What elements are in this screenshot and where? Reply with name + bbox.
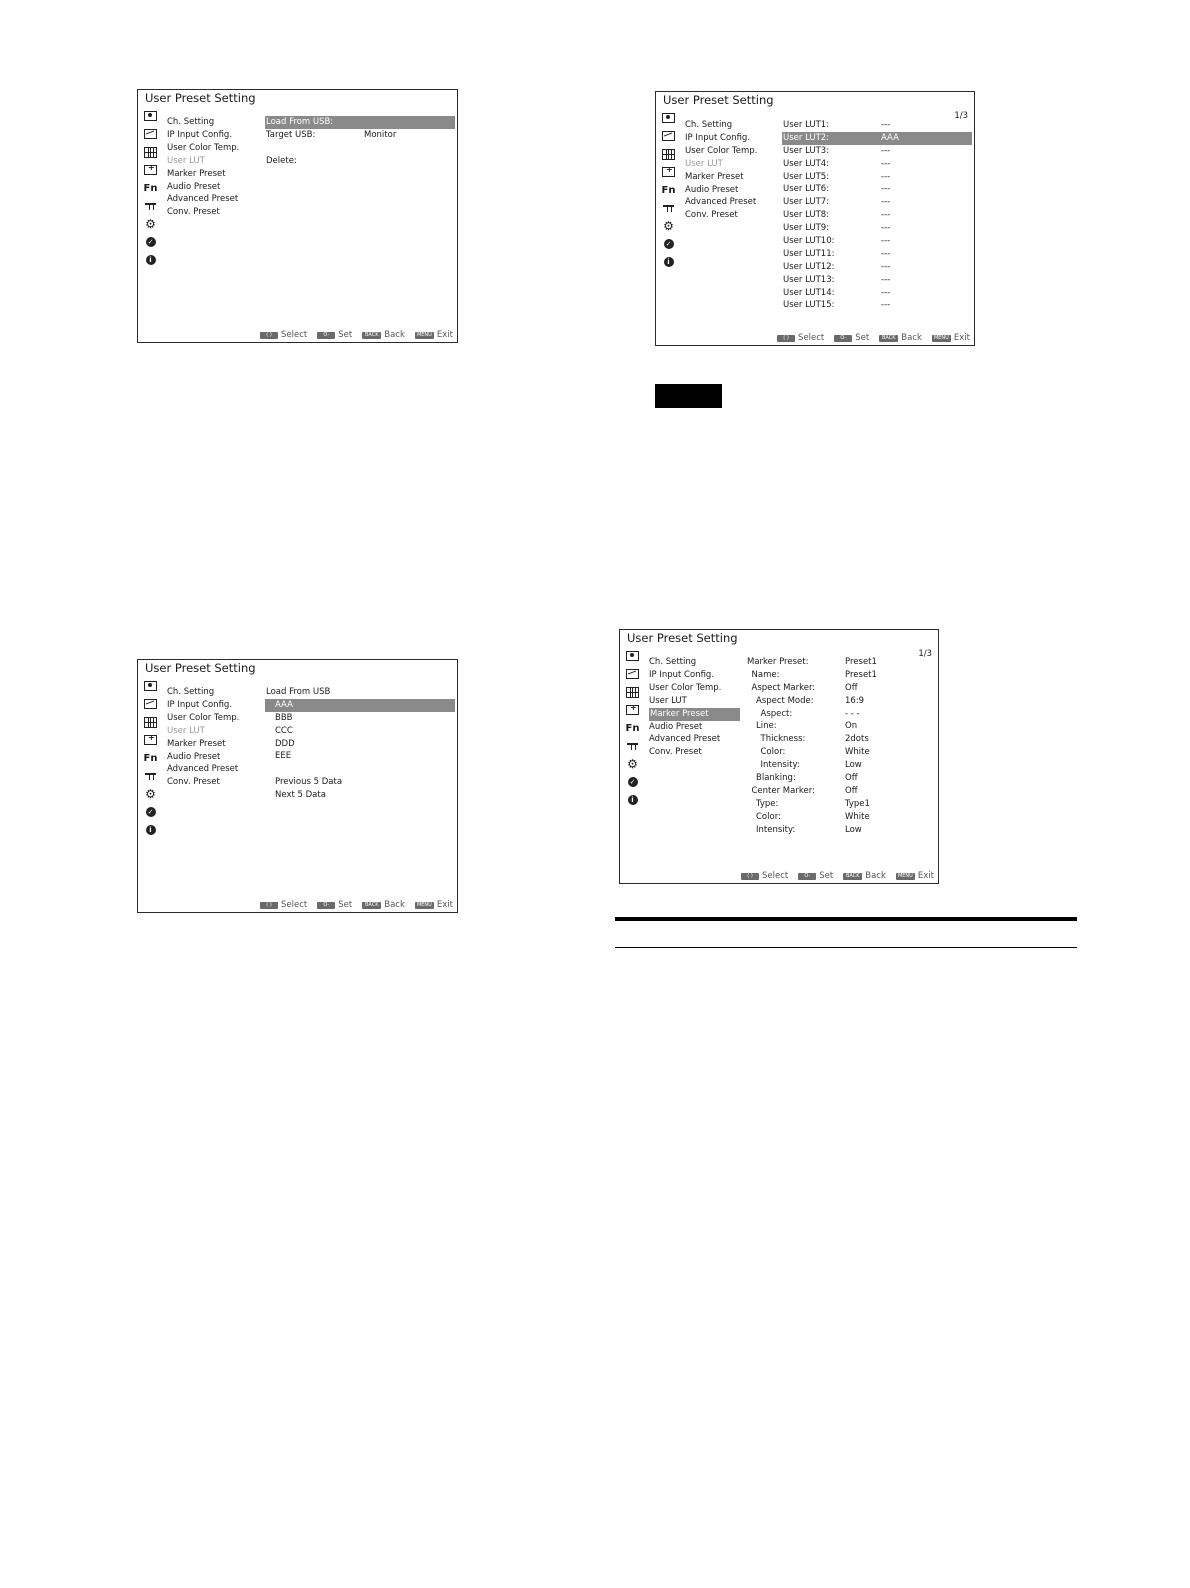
user-lut-row[interactable]	[782, 158, 972, 171]
button-guide	[777, 333, 970, 343]
setting-row-load-from-usb[interactable]: Load From USB:	[265, 116, 455, 129]
marker-setting-value: - - -	[845, 708, 860, 719]
user-lut-label: User LUT11:	[783, 248, 835, 259]
menu-item-ip-input-config[interactable]: IP Input Config.	[685, 132, 751, 143]
marker-setting-value: Off	[845, 785, 858, 796]
user-lut-value: ---	[881, 210, 891, 221]
marker-setting-value: White	[845, 747, 870, 758]
marker-setting-label: Color:	[760, 747, 786, 758]
file-list-panel	[265, 686, 455, 802]
marker-setting-value: Off	[845, 682, 858, 693]
main-menu	[685, 119, 757, 222]
set-key-icon: O-	[798, 873, 816, 880]
marker-setting-value: White	[845, 811, 870, 822]
file-item-bbb[interactable]: BBB	[275, 712, 293, 723]
menu-item-audio-preset[interactable]: Audio Preset	[649, 721, 703, 732]
user-lut-list	[782, 119, 972, 312]
info-icon: i	[662, 256, 675, 268]
user-lut-value: ---	[881, 184, 891, 195]
picture-icon	[662, 130, 675, 142]
user-lut-label: User LUT8:	[783, 210, 830, 221]
user-lut-value: ---	[881, 223, 891, 234]
marker-setting-label: Intensity:	[760, 760, 800, 771]
menu-item-audio-preset[interactable]: Audio Preset	[167, 751, 221, 762]
screen-user-lut	[655, 91, 975, 346]
menu-item-ch-setting[interactable]: Ch. Setting	[649, 657, 697, 667]
user-lut-label: User LUT12:	[783, 261, 835, 272]
user-lut-row[interactable]	[782, 171, 972, 184]
info-icon: i	[144, 254, 157, 266]
menu-item-marker-preset[interactable]: Marker Preset	[167, 738, 226, 749]
marker-setting-row[interactable]	[746, 824, 936, 837]
back-key-icon: BACK	[362, 332, 381, 339]
select-dial-icon: ( )	[741, 873, 759, 880]
set-hint: O- Set	[317, 330, 352, 340]
set-hint: O- Set	[834, 333, 869, 343]
user-lut-value: AAA	[881, 132, 899, 143]
marker-setting-label: Intensity:	[756, 824, 796, 835]
marker-setting-value: Low	[845, 824, 862, 835]
exit-hint: MENU Exit	[932, 333, 970, 343]
marker-setting-label: Line:	[756, 721, 777, 732]
multi-screen-icon	[144, 146, 157, 158]
marker-setting-row[interactable]	[746, 733, 936, 746]
wrench-icon: ✓	[662, 238, 675, 250]
multi-screen-icon	[626, 686, 639, 698]
multi-screen-icon	[144, 716, 157, 728]
input-icon	[626, 704, 639, 716]
file-item-ccc[interactable]: CCC	[275, 725, 293, 736]
user-lut-row[interactable]	[782, 274, 972, 287]
marker-setting-row[interactable]	[746, 772, 936, 785]
info-icon: i	[626, 794, 639, 806]
menu-item-user-color-temp[interactable]: User Color Temp.	[685, 145, 758, 156]
select-dial-icon: ( )	[777, 335, 795, 342]
portrait-icon	[662, 112, 675, 124]
user-lut-value: ---	[881, 197, 891, 208]
user-lut-label: User LUT13:	[783, 274, 835, 285]
user-lut-value: ---	[881, 274, 891, 285]
settings-panel	[265, 116, 455, 168]
menu-item-user-color-temp[interactable]: User Color Temp.	[649, 682, 722, 693]
marker-setting-row[interactable]	[746, 656, 936, 669]
menu-item-advanced-preset[interactable]: Advanced Preset	[167, 764, 239, 775]
user-lut-row[interactable]	[782, 119, 972, 132]
user-lut-value: ---	[881, 120, 891, 130]
marker-setting-label: Color:	[756, 811, 781, 822]
file-item-ddd[interactable]: DDD	[275, 738, 295, 749]
menu-item-audio-preset[interactable]: Audio Preset	[685, 184, 739, 195]
page-indicator: 1/3	[918, 649, 932, 659]
screen-title: User Preset Setting	[663, 93, 774, 107]
user-lut-row[interactable]	[782, 183, 972, 196]
select-hint: ( ) Select	[260, 900, 307, 910]
menu-key-icon: MENU	[415, 332, 434, 339]
menu-item-conv-preset[interactable]: Conv. Preset	[649, 747, 702, 758]
exit-hint: MENU Exit	[415, 330, 453, 340]
button-guide	[260, 330, 453, 340]
marker-setting-row[interactable]	[746, 695, 936, 708]
back-key-icon: BACK	[362, 902, 381, 909]
user-lut-label: User LUT6:	[783, 184, 830, 195]
function-icon: Fn	[143, 182, 158, 194]
stand-icon	[144, 770, 157, 782]
file-item-aaa[interactable]: AAA	[265, 699, 455, 712]
menu-item-ch-setting[interactable]: Ch. Setting	[167, 687, 215, 697]
back-hint: BACK Back	[843, 871, 886, 881]
set-hint: O- Set	[798, 871, 833, 881]
user-lut-label: User LUT4:	[783, 158, 830, 169]
wrench-icon: ✓	[144, 236, 157, 248]
marker-setting-row[interactable]	[746, 746, 936, 759]
file-item-eee[interactable]: EEE	[275, 751, 292, 762]
set-hint: O- Set	[317, 900, 352, 910]
marker-setting-row[interactable]	[746, 811, 936, 824]
portrait-icon	[144, 680, 157, 692]
marker-preset-settings	[746, 656, 936, 836]
marker-setting-value: Off	[845, 773, 858, 784]
main-menu	[167, 116, 239, 219]
wrench-icon: ✓	[626, 776, 639, 788]
user-lut-label: User LUT2:	[783, 132, 830, 143]
menu-item-marker-preset[interactable]: Marker Preset	[649, 708, 740, 721]
select-dial-icon: ( )	[260, 332, 278, 339]
marker-setting-label: Aspect:	[760, 708, 793, 719]
marker-setting-label: Aspect Marker:	[751, 682, 816, 693]
marker-setting-label: Marker Preset:	[747, 657, 809, 667]
marker-setting-row[interactable]	[746, 720, 936, 733]
select-hint: ( ) Select	[260, 330, 307, 340]
section-rule-thin	[615, 947, 1077, 948]
gear-icon: ⚙	[627, 757, 638, 771]
user-lut-row[interactable]	[782, 299, 972, 312]
stand-icon	[662, 202, 675, 214]
back-hint: BACK Back	[879, 333, 922, 343]
multi-screen-icon	[662, 148, 675, 160]
back-key-icon: BACK	[879, 335, 898, 342]
menu-item-marker-preset[interactable]: Marker Preset	[167, 168, 226, 179]
marker-setting-row[interactable]	[746, 682, 936, 695]
select-hint: ( ) Select	[777, 333, 824, 343]
menu-item-advanced-preset[interactable]: Advanced Preset	[649, 734, 721, 745]
main-menu	[649, 656, 740, 759]
user-lut-label: User LUT14:	[783, 287, 835, 298]
marker-setting-row[interactable]	[746, 759, 936, 772]
marker-setting-value: Preset1	[845, 669, 877, 680]
marker-setting-label: Name:	[751, 669, 780, 680]
user-lut-row[interactable]	[782, 196, 972, 209]
menu-item-conv-preset[interactable]: Conv. Preset	[167, 777, 220, 788]
menu-item-marker-preset[interactable]: Marker Preset	[685, 171, 744, 182]
menu-item-ip-input-config[interactable]: IP Input Config.	[649, 669, 715, 680]
set-key-icon: O-	[834, 335, 852, 342]
function-icon: Fn	[143, 752, 158, 764]
user-lut-value: ---	[881, 236, 891, 247]
portrait-icon	[144, 110, 157, 122]
menu-item-advanced-preset[interactable]: Advanced Preset	[685, 197, 757, 208]
user-lut-label: User LUT7:	[783, 197, 830, 208]
marker-setting-value: 16:9	[845, 695, 865, 706]
picture-icon	[144, 698, 157, 710]
back-hint: BACK Back	[362, 330, 405, 340]
back-hint: BACK Back	[362, 900, 405, 910]
button-guide	[260, 900, 453, 910]
menu-item-ip-input-config[interactable]: IP Input Config.	[167, 699, 233, 710]
picture-icon	[626, 668, 639, 680]
user-lut-label: User LUT3:	[783, 145, 830, 156]
set-key-icon: O-	[317, 332, 335, 339]
menu-item-user-color-temp[interactable]: User Color Temp.	[167, 142, 240, 153]
marker-setting-value: Low	[845, 760, 862, 771]
back-key-icon: BACK	[843, 873, 862, 880]
input-icon	[144, 164, 157, 176]
user-lut-value: ---	[881, 300, 891, 311]
note-label-box	[655, 384, 722, 408]
gear-icon: ⚙	[145, 787, 156, 801]
gear-icon: ⚙	[663, 219, 674, 233]
set-key-icon: O-	[317, 902, 335, 909]
marker-setting-label: Aspect Mode:	[756, 695, 814, 706]
picture-icon	[144, 128, 157, 140]
marker-setting-label: Center Marker:	[751, 785, 815, 796]
setting-row-delete[interactable]: Delete:	[266, 155, 297, 166]
user-lut-row[interactable]	[782, 132, 972, 145]
menu-item-ip-input-config[interactable]: IP Input Config.	[167, 129, 233, 140]
function-icon: Fn	[661, 184, 676, 196]
user-lut-value: ---	[881, 158, 891, 169]
marker-setting-value: Type1	[845, 798, 870, 809]
menu-item-user-color-temp[interactable]: User Color Temp.	[167, 712, 240, 723]
select-dial-icon: ( )	[260, 902, 278, 909]
menu-key-icon: MENU	[415, 902, 434, 909]
marker-setting-row[interactable]	[746, 669, 936, 682]
user-lut-label: User LUT10:	[783, 236, 835, 247]
user-lut-row[interactable]	[782, 145, 972, 158]
function-icon: Fn	[625, 722, 640, 734]
user-lut-value: ---	[881, 171, 891, 182]
section-rule-thick	[615, 917, 1077, 921]
exit-hint: MENU Exit	[415, 900, 453, 910]
menu-item-ch-setting[interactable]: Ch. Setting	[167, 117, 215, 127]
file-list-header: Load From USB	[266, 687, 331, 697]
user-lut-value: ---	[881, 261, 891, 272]
menu-item-ch-setting[interactable]: Ch. Setting	[685, 120, 733, 130]
exit-hint: MENU Exit	[896, 871, 934, 881]
screen-title: User Preset Setting	[627, 631, 738, 645]
menu-item-audio-preset[interactable]: Audio Preset	[167, 181, 221, 192]
menu-item-user-lut[interactable]: User LUT	[649, 695, 687, 706]
screen-load-from-usb	[137, 89, 458, 343]
menu-item-user-lut[interactable]: User LUT	[167, 155, 205, 166]
menu-item-advanced-preset[interactable]: Advanced Preset	[167, 194, 239, 205]
gear-icon: ⚙	[145, 217, 156, 231]
menu-item-user-lut[interactable]: User LUT	[685, 158, 723, 169]
screen-load-from-usb-list	[137, 659, 458, 913]
user-lut-value: ---	[881, 248, 891, 259]
wrench-icon: ✓	[144, 806, 157, 818]
user-lut-label: User LUT15:	[783, 300, 835, 311]
setting-row-spacer	[265, 142, 455, 155]
user-lut-row[interactable]	[782, 222, 972, 235]
stand-icon	[144, 200, 157, 212]
info-icon: i	[144, 824, 157, 836]
screen-marker-preset	[619, 629, 939, 884]
marker-setting-row[interactable]	[746, 708, 936, 721]
stand-icon	[626, 740, 639, 752]
menu-item-conv-preset[interactable]: Conv. Preset	[685, 210, 738, 221]
user-lut-value: ---	[881, 145, 891, 156]
screen-title: User Preset Setting	[145, 91, 256, 105]
portrait-icon	[626, 650, 639, 662]
user-lut-label: User LUT9:	[783, 223, 830, 234]
user-lut-label: User LUT1:	[783, 120, 830, 130]
menu-item-conv-preset[interactable]: Conv. Preset	[167, 207, 220, 218]
marker-setting-value: 2dots	[845, 734, 869, 745]
user-lut-row[interactable]	[782, 248, 972, 261]
menu-key-icon: MENU	[896, 873, 915, 880]
input-icon	[662, 166, 675, 178]
user-lut-value: ---	[881, 287, 891, 298]
marker-setting-label: Type:	[756, 798, 779, 809]
input-icon	[144, 734, 157, 746]
marker-setting-value: Preset1	[845, 657, 877, 667]
button-guide	[741, 871, 934, 881]
marker-setting-label: Thickness:	[760, 734, 806, 745]
main-menu	[167, 686, 239, 789]
setting-row-target-usb[interactable]: Target USB: Monitor	[266, 129, 397, 140]
next-5-data-button[interactable]: Next 5 Data	[275, 790, 326, 801]
user-lut-row[interactable]	[782, 261, 972, 274]
user-lut-label: User LUT5:	[783, 171, 830, 182]
select-hint: ( ) Select	[741, 871, 788, 881]
menu-item-user-lut[interactable]: User LUT	[167, 725, 205, 736]
marker-setting-label: Blanking:	[756, 773, 796, 784]
file-list-spacer	[265, 763, 455, 776]
marker-setting-row[interactable]	[746, 785, 936, 798]
screen-title: User Preset Setting	[145, 661, 256, 675]
user-lut-row[interactable]	[782, 287, 972, 300]
marker-setting-row[interactable]	[746, 798, 936, 811]
menu-key-icon: MENU	[932, 335, 951, 342]
page-indicator: 1/3	[954, 111, 968, 121]
user-lut-row[interactable]	[782, 235, 972, 248]
previous-5-data-button[interactable]: Previous 5 Data	[275, 777, 343, 788]
user-lut-row[interactable]	[782, 209, 972, 222]
marker-setting-value: On	[845, 721, 858, 732]
